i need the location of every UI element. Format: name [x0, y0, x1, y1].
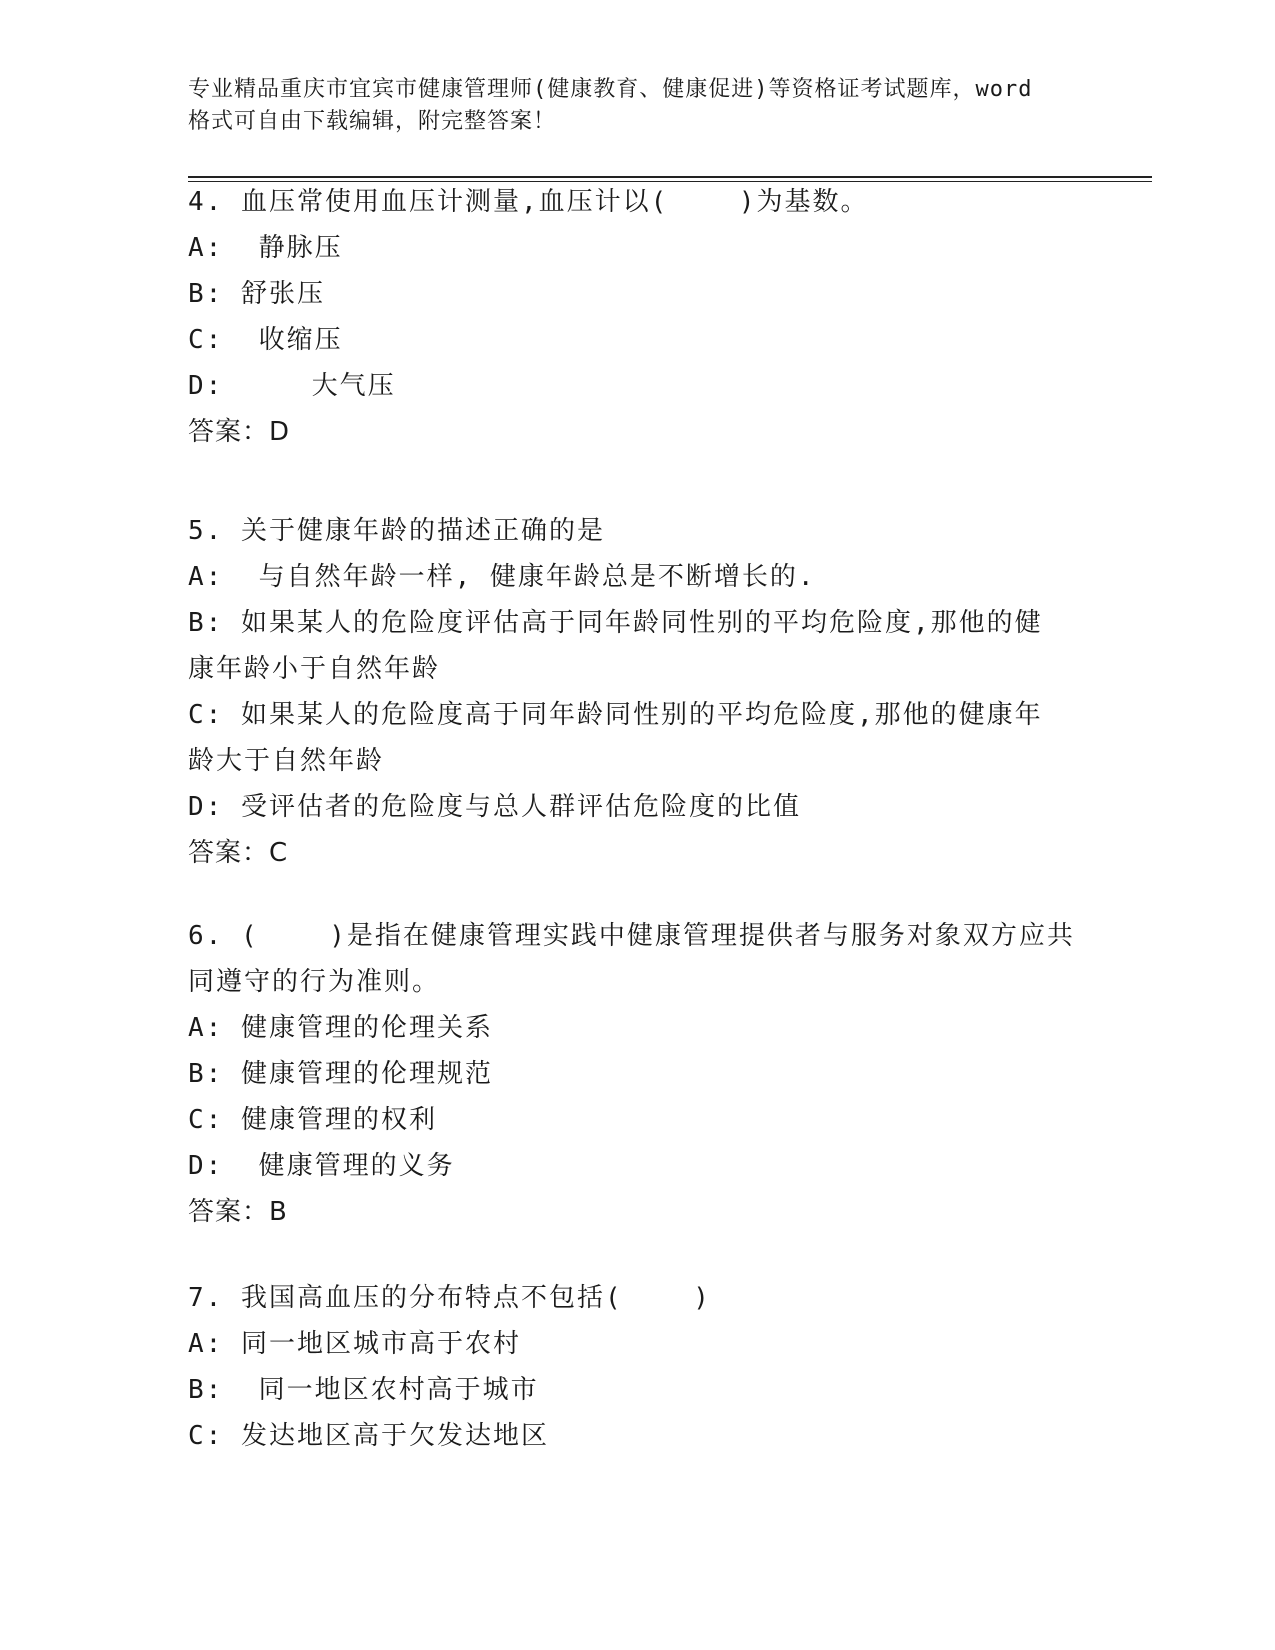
- question-7: [188, 1275, 1088, 1459]
- option-b: B: 健康管理的伦理规范: [188, 1059, 493, 1089]
- question-stem: 5. 关于健康年龄的描述正确的是: [188, 516, 605, 546]
- question-stem: 7. 我国高血压的分布特点不包括( ): [188, 1283, 711, 1313]
- option-d: D: 大气压: [188, 371, 396, 401]
- option-a: A: 健康管理的伦理关系: [188, 1013, 493, 1043]
- option-c: C: 发达地区高于欠发达地区: [188, 1421, 549, 1451]
- question-6: [188, 913, 1088, 1235]
- option-c: C: 如果某人的危险度高于同年龄同性别的平均危险度,那他的健康年: [188, 700, 1043, 730]
- header-divider-thick: [188, 176, 1152, 178]
- option-a: A: 同一地区城市高于农村: [188, 1329, 521, 1359]
- question-stem: 4. 血压常使用血压计测量,血压计以( )为基数。: [188, 187, 869, 217]
- answer: 答案：C: [188, 838, 289, 868]
- option-b: B: 如果某人的危险度评估高于同年龄同性别的平均危险度,那他的健: [188, 608, 1043, 638]
- option-c-continued: 龄大于自然年龄: [188, 746, 385, 776]
- option-d: D: 受评估者的危险度与总人群评估危险度的比值: [188, 792, 801, 822]
- option-b: B: 同一地区农村高于城市: [188, 1375, 539, 1405]
- document-header: [188, 74, 1088, 138]
- option-d: D: 健康管理的义务: [188, 1151, 455, 1181]
- header-line-1: 专业精品重庆市宜宾市健康管理师(健康教育、健康促进)等资格证考试题库，word: [188, 77, 1033, 102]
- option-c: C: 健康管理的权利: [188, 1105, 437, 1135]
- option-b: B: 舒张压: [188, 279, 325, 309]
- option-c: C: 收缩压: [188, 325, 343, 355]
- option-b-continued: 康年龄小于自然年龄: [188, 654, 441, 684]
- option-a: A: 静脉压: [188, 233, 343, 263]
- answer: 答案：D: [188, 417, 291, 447]
- question-stem-continued: 同遵守的行为准则。: [188, 967, 441, 997]
- question-4: [188, 179, 1088, 455]
- option-a: A: 与自然年龄一样, 健康年龄总是不断增长的.: [188, 562, 816, 592]
- answer: 答案：B: [188, 1197, 288, 1227]
- question-5: [188, 508, 1088, 876]
- header-line-2: 格式可自由下载编辑，附完整答案！: [188, 109, 557, 134]
- question-stem: 6. ( )是指在健康管理实践中健康管理提供者与服务对象双方应共: [188, 921, 1075, 951]
